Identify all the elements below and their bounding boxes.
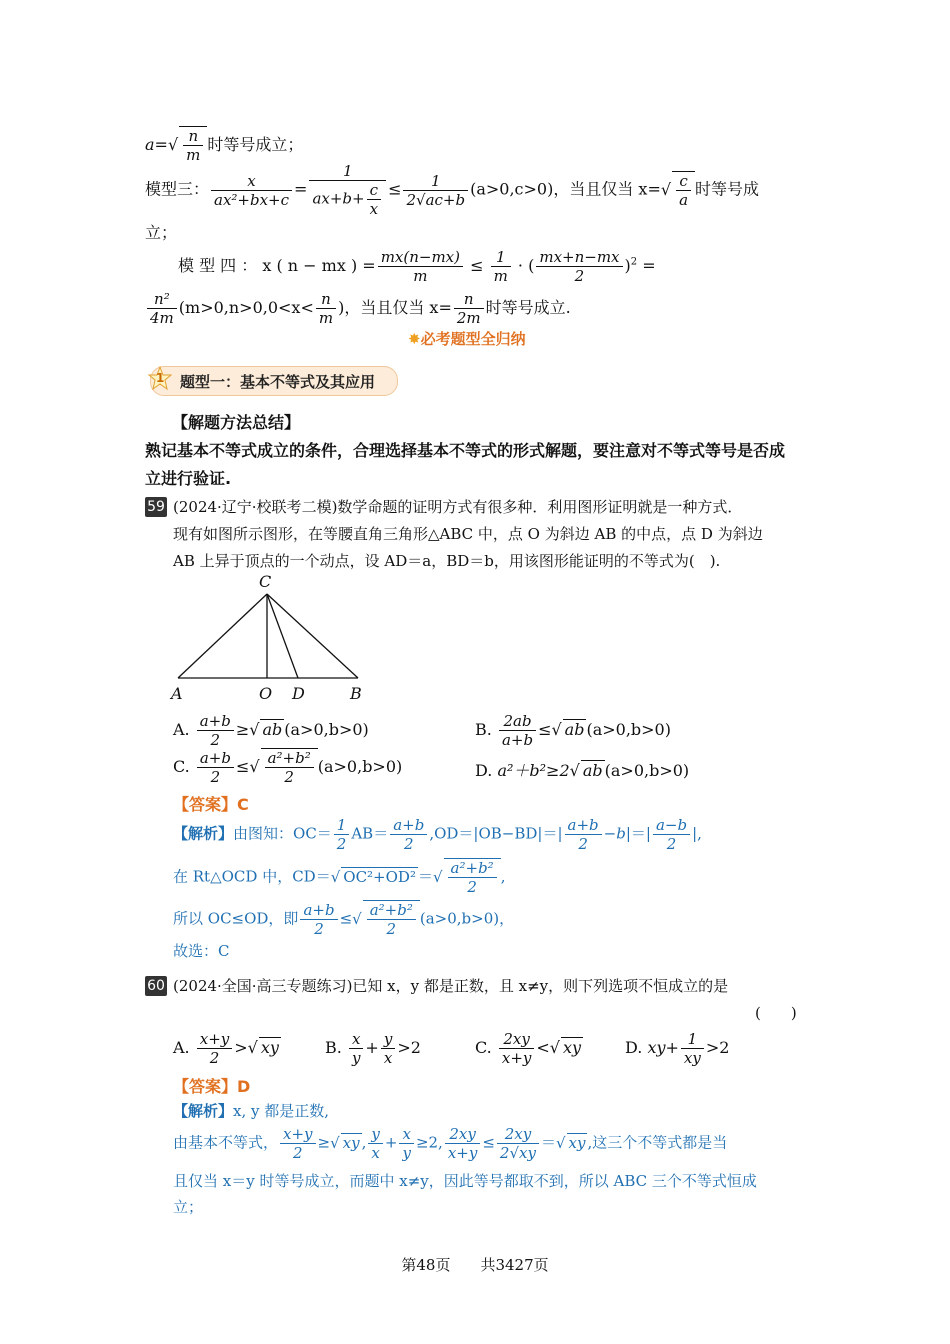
- label-d: D: [292, 684, 305, 703]
- question-number-59: 59: [145, 497, 167, 517]
- q59-answer: 【答案】C: [173, 795, 249, 814]
- q60-analysis-2: 由基本不等式， $\frac{x+y}{2}$ ≥√ xy , $\frac{y}{x}$ + $\frac{x}{y}$ ≥2, $\frac{2xy}{x+y}$ ≤ $\frac{2xy}{2√xy}$ ＝√ xy ,这三个不等式都是当: [173, 1125, 727, 1162]
- method-line2: 立进行验证.: [145, 469, 232, 488]
- q59-analysis-3: 所以 OC≤OD，即 $\frac{a+b}{2}$ ≤√ $\frac{\text{a²+b²}}{2}$ (a>0,b>0)，: [173, 900, 514, 938]
- q59-line3: AB 上异于顶点的一个动点，设 AD＝a，BD＝b，用该图形能证明的不等式为( ).: [173, 552, 721, 570]
- model3-tail: 立；: [145, 223, 178, 242]
- q59-analysis-1: 【解析】由图知：OC＝ $\frac{1}{2}$ AB＝ $\frac{a+b}{2}$ ,OD＝|OB−BD|＝| $\frac{a+b}{2}$ −b|＝| $\frac{a-b}{2}$ |,: [173, 816, 702, 853]
- q60-option-a: A. $\frac{x+y}{2}$ >√ xy: [173, 1030, 281, 1067]
- side-ac: [178, 594, 267, 678]
- label-b: B: [350, 684, 362, 703]
- model4-condition: $\frac{\text{n²}}{4m}$ (m>0,n>0,0<x< $\frac{n}{m}$ )，当且仅当 x= $\frac{n}{2m}$ 时等号成立.: [145, 290, 571, 327]
- q59-line2: 现有如图所示图形，在等腰直角三角形△ABC 中，点 O 为斜边 AB 的中点，点 D 为斜边: [173, 525, 763, 543]
- q59-option-c: C. $\frac{a+b}{2}$ ≤√ $\frac{\text{a²+b²}}{2}$ (a>0,b>0): [173, 748, 402, 786]
- model4-formula: 模 型 四 ： x ( n − mx ) = $\frac{mx(n-mx)}{m}$ ≤ $\frac{1}{m}$ · ( $\frac{mx+n-mx}{2}$ )$^2$ =: [178, 248, 656, 285]
- q60-answer-paren: ( ): [755, 1004, 797, 1022]
- question-number-60: 60: [145, 976, 167, 996]
- q60-analysis-3: 且仅当 x＝y 时等号成立，而题中 x≠y，因此等号都取不到，所以 ABC 三个不等式恒成: [173, 1172, 757, 1190]
- section-title: 题型一：基本不等式及其应用: [180, 373, 376, 391]
- section-number: 1: [156, 371, 165, 385]
- method-line1: 熟记基本不等式成立的条件，合理选择基本不等式的形式解题，要注意对不等式等号是否成: [145, 441, 786, 460]
- q60-option-c: C. $\frac{2xy}{x+y}$ <√ xy: [475, 1030, 583, 1067]
- q60-option-d: D. xy+ $\frac{1}{xy}$ >2: [625, 1030, 730, 1067]
- q60-answer: 【答案】D: [173, 1077, 251, 1096]
- q59-analysis-2: 在 Rt△OCD 中，CD＝√ OC²+OD² ＝√ $\frac{\text{a²+b²}}{2}$ ,: [173, 858, 505, 896]
- label-a: A: [171, 684, 183, 703]
- model2-tail: a=√ $\frac{n}{m}$ 时等号成立；: [145, 126, 303, 164]
- q60-option-b: B. $\frac{x}{y}$ + $\frac{y}{x}$ >2: [325, 1030, 421, 1067]
- method-title: 【解题方法总结】: [172, 413, 301, 432]
- q60-line1: (2024·全国·高三专题练习)已知 x，y 都是正数，且 x≠y，则下列选项不恒成立的是: [173, 977, 729, 995]
- model3-formula: 模型三： $\frac{x}{\text{ax²+bx+c}}$ = 1 ax+b+ $\frac{c}{x}$ ≤ $\frac{1}{2√ac+b}$ (a>0,c>0)，当且仅当 x=√ $\frac{c}{a}$ 时等号成: [145, 162, 759, 218]
- q60-analysis-1: 【解析】x, y 都是正数,: [173, 1102, 330, 1120]
- page-footer: 第48页 共3427页: [401, 1256, 549, 1274]
- must-know-title: ✸必考题型全归纳: [408, 330, 526, 348]
- q59-option-a: A. $\frac{a+b}{2}$ ≥√ ab (a>0,b>0): [173, 712, 369, 749]
- q59-option-b: B. $\frac{2ab}{a+b}$ ≤√ ab (a>0,b>0): [475, 712, 671, 749]
- q59-analysis-4: 故选：C: [173, 942, 230, 960]
- label-o: O: [259, 684, 273, 703]
- segment-cd: [267, 594, 298, 678]
- q59-option-d: D. a²＋b²≥2√ ab (a>0,b>0): [475, 758, 689, 781]
- label-c: C: [259, 572, 272, 591]
- q60-analysis-4: 立；: [173, 1198, 204, 1216]
- sun-icon: ✸: [408, 330, 421, 348]
- q59-line1: (2024·辽宁·校联考二模)数学命题的证明方式有很多种．利用图形证明就是一种方式．: [173, 498, 743, 516]
- side-bc: [267, 594, 358, 678]
